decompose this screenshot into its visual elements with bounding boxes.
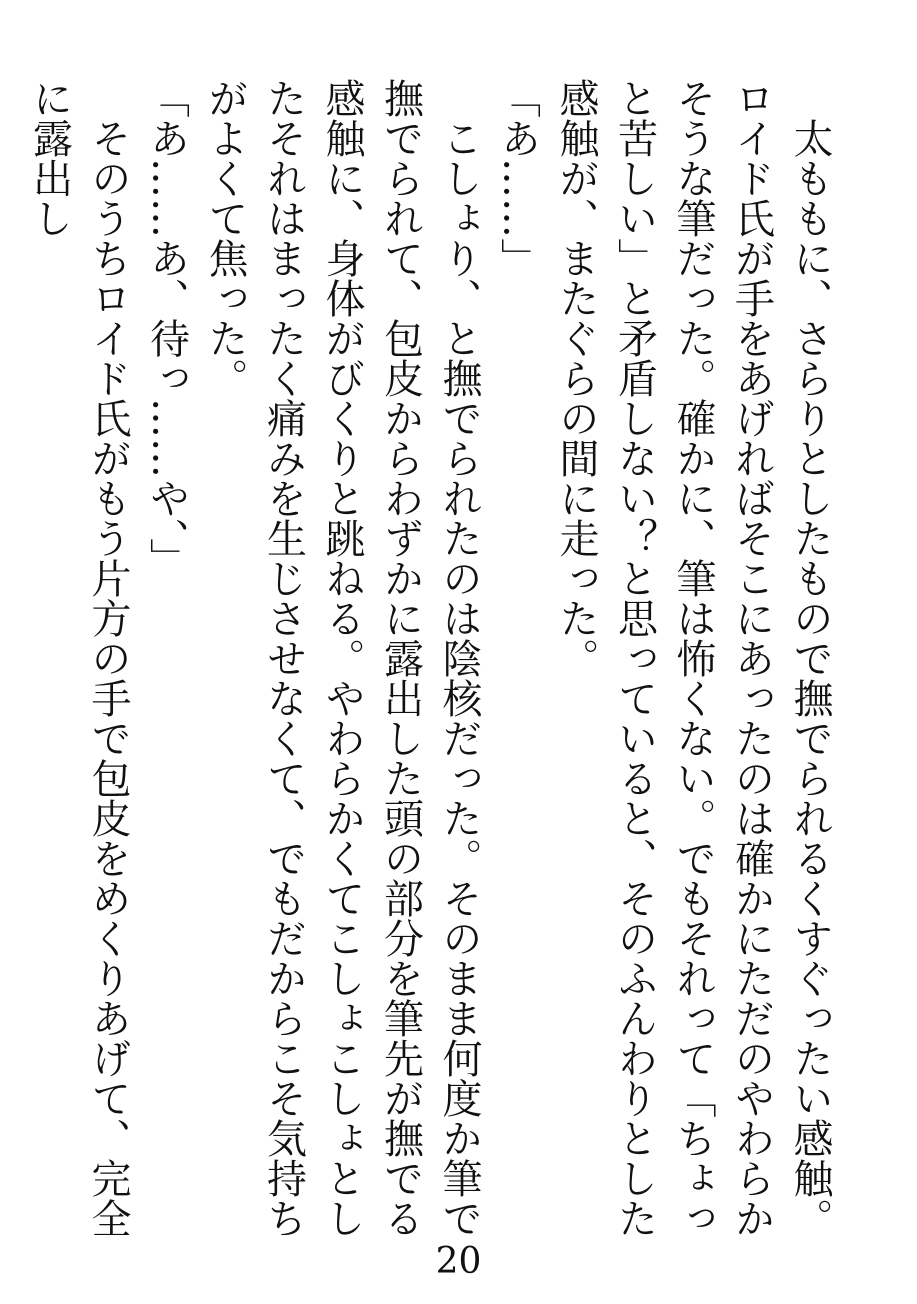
- paragraph-2: こしょり、と撫でられたのは陰核だった。そのまま何度か筆で撫でられて、包皮からわずかに露出した頭の部分を筆先が撫でる感触に、身体がびくりと跳ねる。やわらかくてこしょこしょとしたそれはまったく痛みを生じさせなくて、でもだからこそ気持ちがよくて焦った。: [202, 78, 482, 1238]
- vertical-text-body: [26, 78, 839, 1248]
- dialogue-2: 「あ……あ、待っ……や、」: [143, 78, 190, 578]
- paragraph-3: そのうちロイド氏がもう片方の手で包皮をめくりあげて、完全に露出し: [26, 78, 131, 1238]
- dialogue-1: 「あ……」: [494, 78, 541, 278]
- paragraph-1: 太ももに、さらりとしたもので撫でられるくすぐったい感触。ロイド氏が手をあげればそこにあったのは確かにただのやわらかそうな筆だった。確かに、筆は怖くない。でもそれって「ちょっと苦しい」と矛盾しない？と思っていると、そのふんわりとした感触が、またぐらの間に走った。: [553, 78, 833, 1238]
- page-number: 20: [435, 1241, 482, 1282]
